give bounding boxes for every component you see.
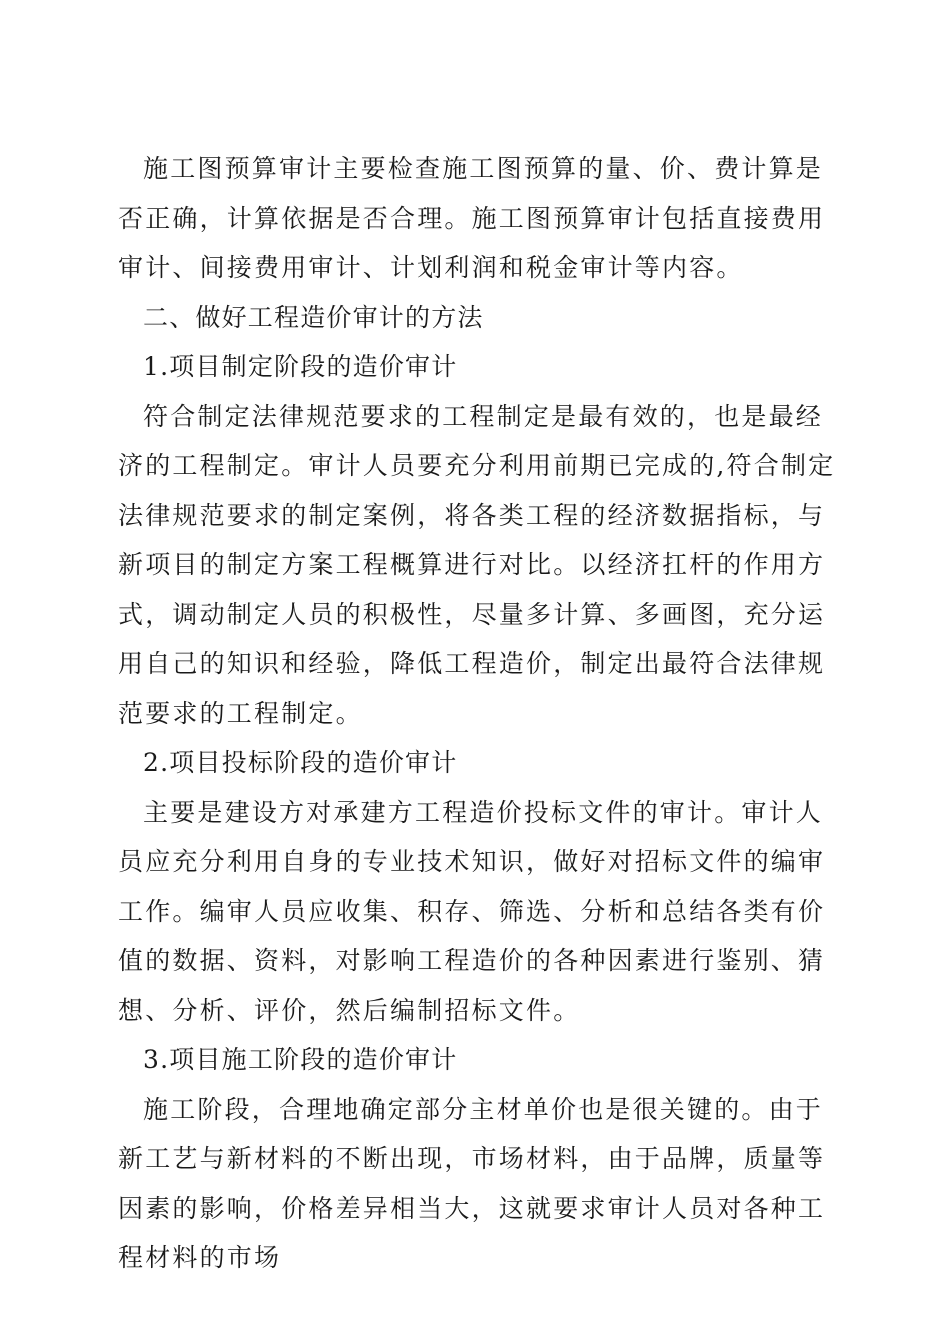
document-body bbox=[118, 144, 838, 1283]
paragraph-design-stage: 符合制定法律规范要求的工程制定是最有效的，也是最经济的工程制定。审计人员要充分利用前期已完成的,符合制定法律规范要求的制定案例，将各类工程的经济数据指标，与新项目的制定方案工程概算进行对比。以经济扛杆的作用方式，调动制定人员的积极性，尽量多计算、多画图，充分运用自己的知识和经验，降低工程造价，制定出最符合法律规范要求的工程制定。 bbox=[118, 401, 836, 728]
paragraph-bidding-stage: 主要是建设方对承建方工程造价投标文件的审计。审计人员应充分利用自身的专业技术知识，做好对招标文件的编审工作。编审人员应收集、积存、筛选、分析和总结各类有价值的数据、资料，对影响工程造价的各种因素进行鉴别、猜想、分析、评价，然后编制招标文件。 bbox=[118, 797, 826, 1025]
subheading-construction-stage: 3.项目施工阶段的造价审计 bbox=[143, 1045, 458, 1074]
section-heading-methods: 二、做好工程造价审计的方法 bbox=[143, 302, 484, 332]
paragraph-construction-stage: 施工阶段，合理地确定部分主材单价也是很关键的。由于新工艺与新材料的不断出现，市场材料，由于品牌，质量等因素的影响，价格差异相当大，这就要求审计人员对各种工程材料的市场 bbox=[118, 1094, 826, 1272]
subheading-design-stage: 1.项目制定阶段的造价审计 bbox=[143, 352, 458, 381]
paragraph-budget-audit: 施工图预算审计主要检查施工图预算的量、价、费计算是否正确，计算依据是否合理。施工图预算审计包括直接费用审计、间接费用审计、计划利润和税金审计等内容。 bbox=[118, 154, 826, 282]
subheading-bidding-stage: 2.项目投标阶段的造价审计 bbox=[143, 748, 458, 777]
